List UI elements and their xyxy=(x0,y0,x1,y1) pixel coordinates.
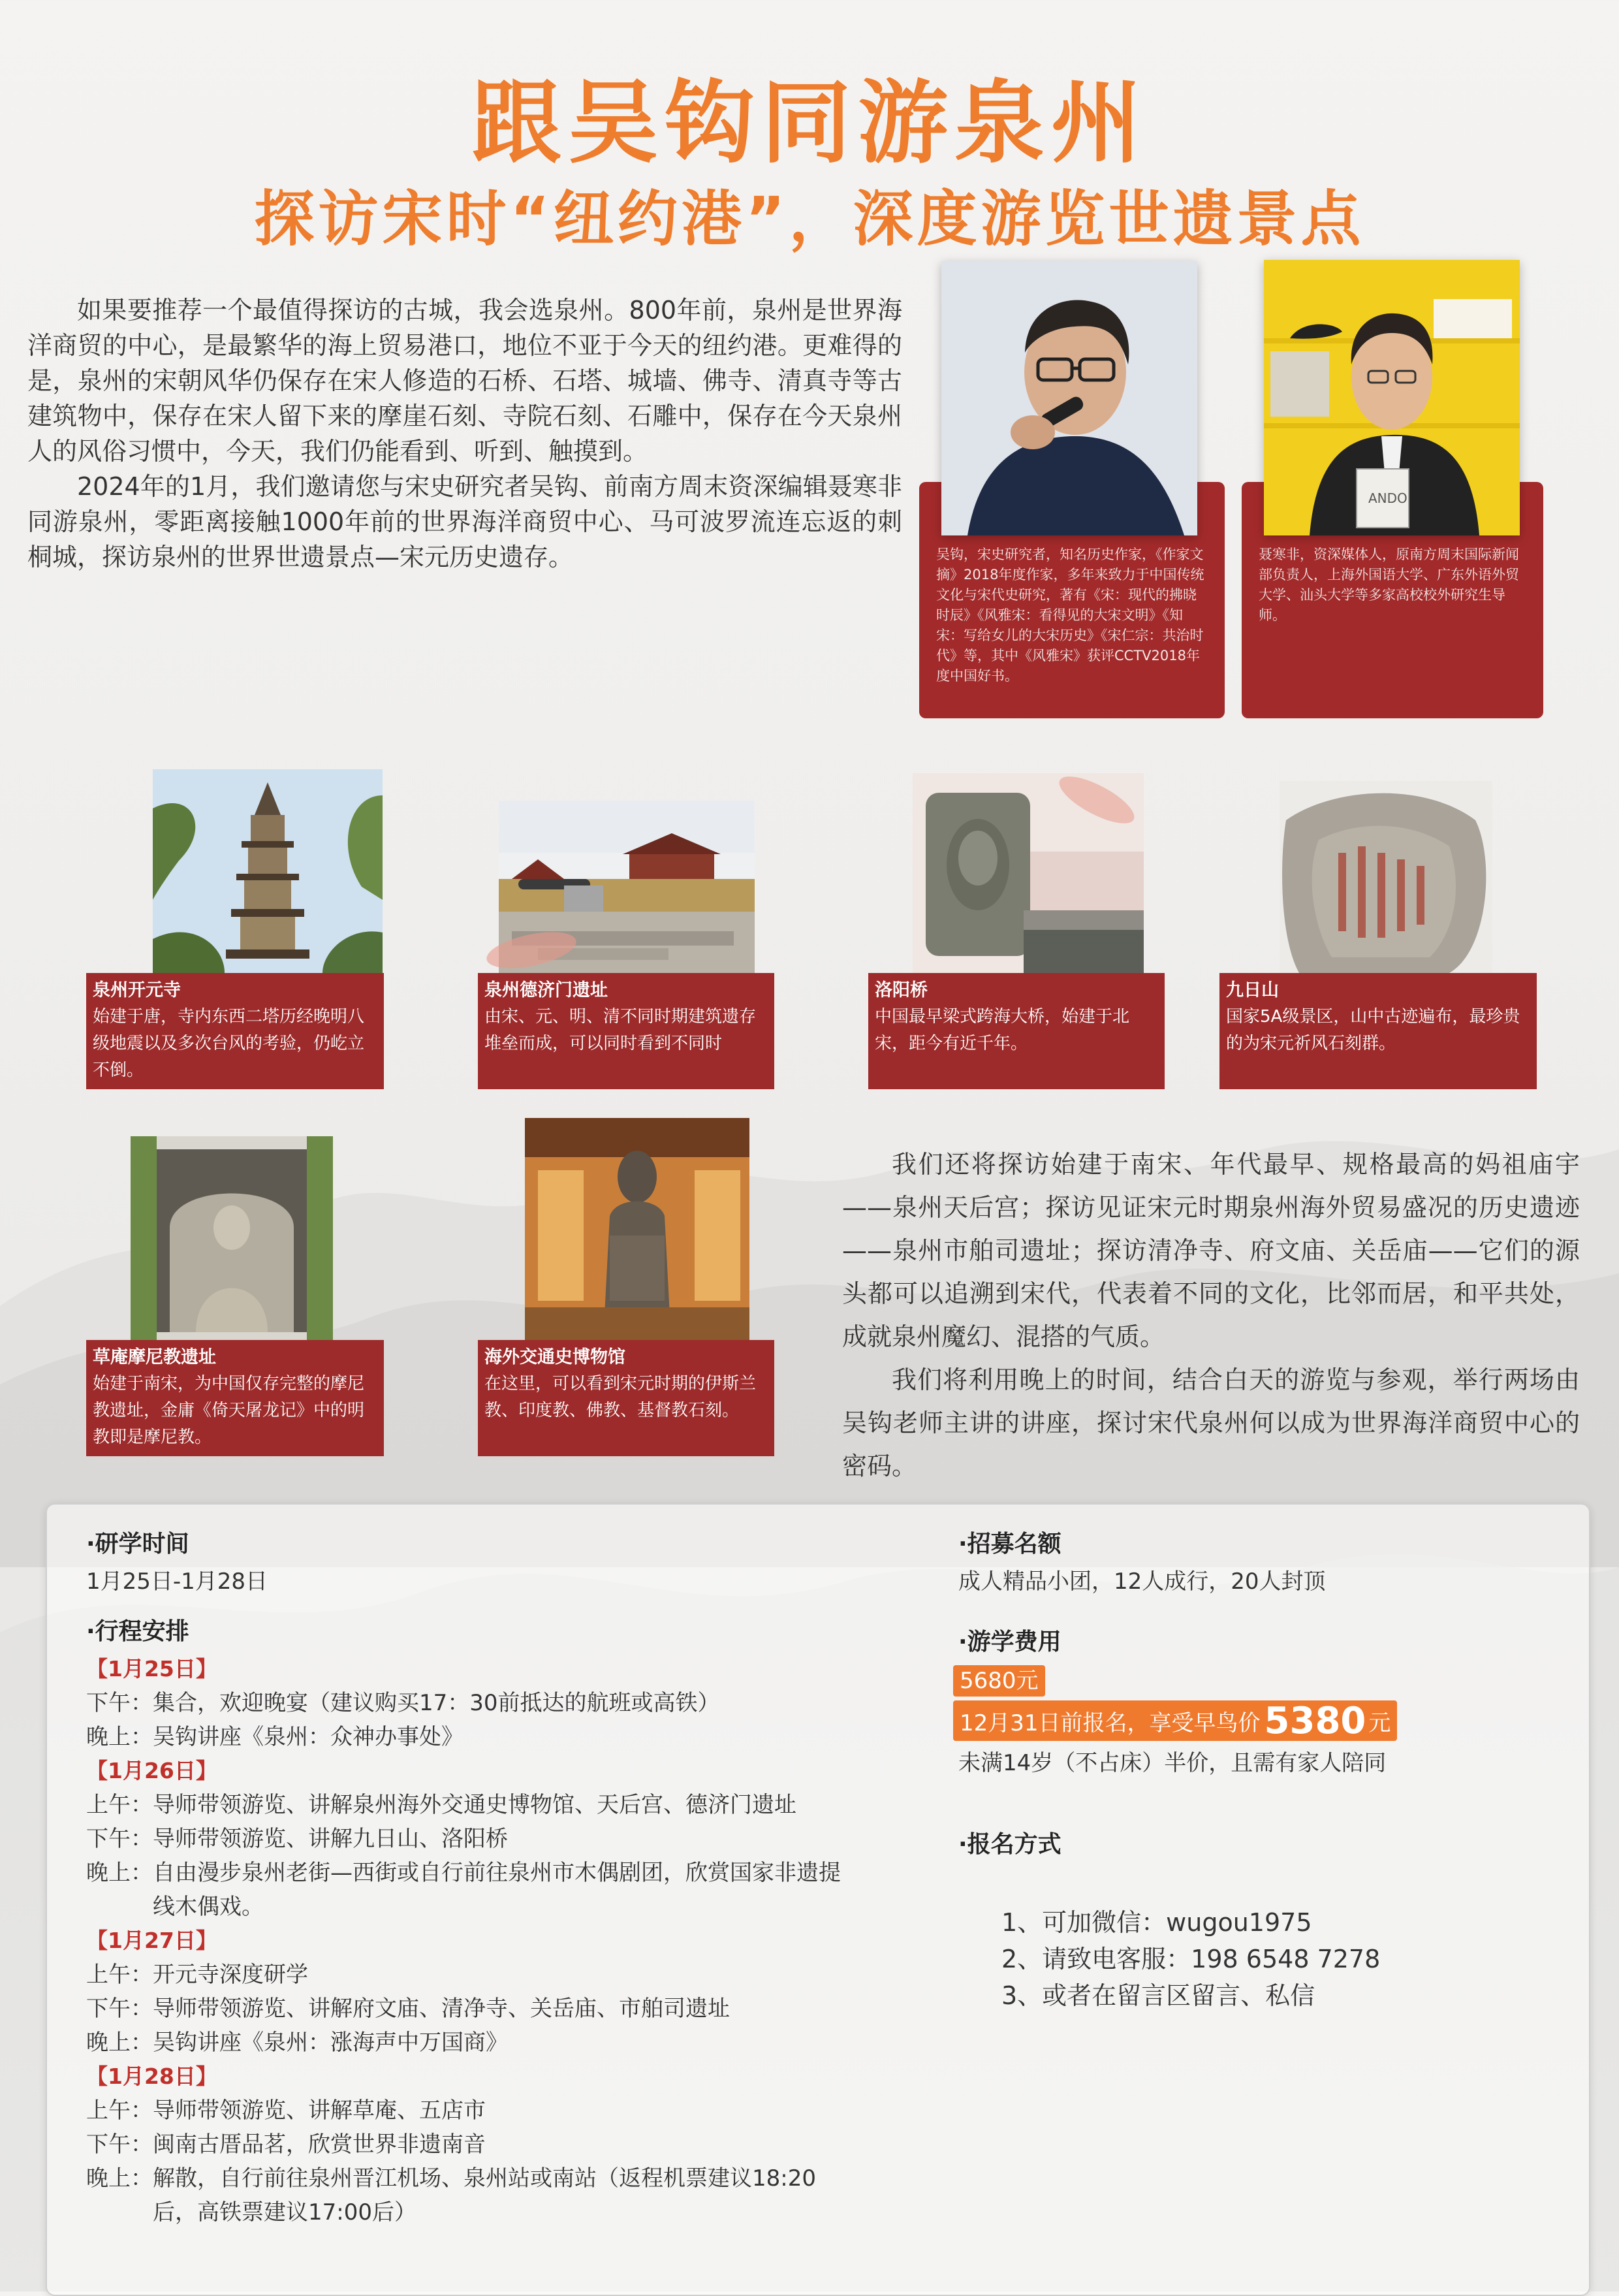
site-desc: 始建于唐，寺内东西二塔历经晚明八级地震以及多次台风的考验，仍屹立不倒。 xyxy=(93,1007,365,1080)
site-name: 泉州开元寺 xyxy=(93,980,181,1000)
signup-label: ·报名方式 xyxy=(958,1831,1061,1858)
signup-message: 3、或者在留言区留言、私信 xyxy=(1001,1981,1315,2010)
schedule-item xyxy=(86,1992,896,2026)
schedule-label: ·行程安排 xyxy=(86,1618,189,1645)
item-desc: 闽南古厝品茗，欣赏世界非遗南音 xyxy=(153,2131,486,2158)
site-name: 草庵摩尼教遗址 xyxy=(93,1347,216,1367)
schedule-item xyxy=(86,1788,896,1822)
site-desc: 中国最早梁式跨海大桥，始建于北宋，距今有近千年。 xyxy=(875,1007,1130,1053)
site-card-jiurishan xyxy=(1219,973,1537,1089)
time-label: ·研学时间 xyxy=(86,1531,189,1557)
day-date: 【1月27日】 xyxy=(86,1928,217,1953)
item-time: 下午： xyxy=(86,2131,153,2158)
more-paragraph: 我们将利用晚上的时间，结合白天的游览与参观，举行两场由吴钩老师主讲的讲座，探讨宋代泉州何以成为世界海洋商贸中心的密码。 xyxy=(842,1365,1580,1480)
site-desc: 始建于南宋，为中国仅存完整的摩尼教遗址，金庸《倚天屠龙记》中的明教即是摩尼教。 xyxy=(93,1374,365,1447)
item-desc: 吴钩讲座《泉州：众神办事处》 xyxy=(153,1724,464,1750)
site-name: 海外交通史博物馆 xyxy=(484,1347,625,1367)
day-date: 【1月28日】 xyxy=(86,2064,217,2089)
item-time: 晚上： xyxy=(86,1860,153,1886)
petal-decoration xyxy=(479,921,584,980)
portrait-wugou xyxy=(941,261,1197,535)
quota-label: ·招募名额 xyxy=(958,1531,1061,1557)
child-price-note: 未满14岁（不占床）半价，且需有家人陪同 xyxy=(958,1750,1387,1776)
intro-paragraph: 如果要推荐一个最值得探访的古城，我会选泉州。800年前，泉州是世界海洋商贸的中心，是最繁华的海上贸易港口，地位不亚于今天的纽约港。更难得的是，泉州的宋朝风华仍保存在宋人修造的石桥、石塔、城墙、佛寺、清真寺等古建筑物中，保存在宋人留下来的摩崖石刻、寺院石刻、石雕中，保存在今天泉州人的风俗习惯中，今天，我们仍能看到、听到、触摸到。 xyxy=(27,296,902,466)
signup-list xyxy=(1001,1904,1380,2014)
time-value: 1月25日-1月28日 xyxy=(86,1569,268,1595)
site-desc: 由宋、元、明、清不同时期建筑遗存堆垒而成，可以同时看到不同时 xyxy=(484,1007,757,1053)
site-name: 九日山 xyxy=(1226,980,1279,1000)
item-desc: 开元寺深度研学 xyxy=(153,1962,308,1988)
item-time: 下午： xyxy=(86,1690,153,1716)
schedule-day xyxy=(86,1652,896,1754)
schedule-list xyxy=(86,1652,896,2229)
schedule-item xyxy=(86,2128,896,2161)
item-time: 上午： xyxy=(86,2097,153,2124)
day-date: 【1月26日】 xyxy=(86,1758,217,1783)
schedule-item xyxy=(86,2026,896,2060)
intro-paragraph: 2024年的1月，我们邀请您与宋史研究者吴钩、前南方周末资深编辑聂寒非同游泉州，零距离接触1000年前的世界海洋商贸中心、马可波罗流连忘返的刺桐城，探访泉州的世界世遗景点—宋元历史遗存。 xyxy=(27,472,902,571)
item-desc: 导师带领游览、讲解泉州海外交通史博物馆、天后宫、德济门遗址 xyxy=(153,1792,796,1818)
schedule-item xyxy=(86,1822,896,1856)
schedule-item xyxy=(86,1686,896,1720)
schedule-item xyxy=(86,2094,896,2128)
item-time: 下午： xyxy=(86,1996,153,2022)
site-image-kaiyuan xyxy=(153,769,383,973)
portrait-niehanfei xyxy=(1264,260,1520,535)
signup-wechat: 1、可加微信：wugou1975 xyxy=(1001,1908,1312,1937)
more-text xyxy=(842,1143,1580,1488)
site-image-jiurishan xyxy=(1280,781,1492,973)
site-card-museum xyxy=(478,1340,774,1456)
item-time: 上午： xyxy=(86,1792,153,1818)
item-time: 下午： xyxy=(86,1826,153,1852)
site-card-caoan xyxy=(86,1340,384,1456)
item-desc: 导师带领游览、讲解府文庙、清净寺、关岳庙、市舶司遗址 xyxy=(153,1996,730,2022)
fee-price-badge: 5680元 xyxy=(953,1665,1045,1697)
early-bird-price: 5380 xyxy=(1264,1699,1366,1742)
item-desc: 自由漫步泉州老街—西街或自行前往泉州市木偶剧团，欣赏国家非遗提线木偶戏。 xyxy=(153,1860,841,1920)
schedule-item xyxy=(86,1958,896,1992)
item-desc: 解散，自行前往泉州晋江机场、泉州站或南站（返程机票建议18:20后，高铁票建议17:00后） xyxy=(153,2165,816,2225)
item-desc: 导师带领游览、讲解九日山、洛阳桥 xyxy=(153,1826,508,1852)
site-card-dejimen xyxy=(478,973,774,1089)
bio-text: 吴钩，宋史研究者，知名历史作家，《作家文摘》2018年度作家，多年来致力于中国传统文化与宋代史研究，著有《宋：现代的拂晓时辰》《风雅宋：看得见的大宋文明》《知宋：写给女儿的大宋历史》《宋仁宗：共治时代》等，其中《风雅宋》获评CCTV2018年度中国好书。 xyxy=(936,547,1204,684)
schedule-day xyxy=(86,1924,896,2060)
day-date: 【1月25日】 xyxy=(86,1656,217,1682)
site-desc: 国家5A级景区，山中古迹遍布，最珍贵的为宋元祈风石刻群。 xyxy=(1226,1007,1520,1053)
schedule-day xyxy=(86,1754,896,1924)
petal-decoration xyxy=(1045,764,1149,836)
bio-text: 聂寒非，资深媒体人，原南方周末国际新闻部负责人，上海外国语大学、广东外语外贸大学、汕头大学等多家高校校外研究生导师。 xyxy=(1259,547,1519,623)
item-time: 晚上： xyxy=(86,1724,153,1750)
schedule-item xyxy=(86,1720,896,1754)
item-time: 上午： xyxy=(86,1962,153,1988)
item-desc: 集合，欢迎晚宴（建议购买17：30前抵达的航班或高铁） xyxy=(153,1690,720,1716)
site-card-luoyang xyxy=(868,973,1165,1089)
signup-phone: 2、请致电客服：198 6548 7278 xyxy=(1001,1945,1381,1973)
site-image-museum xyxy=(525,1118,749,1340)
page-title: 跟吴钩同游泉州 xyxy=(471,71,1148,176)
fee-label: ·游学费用 xyxy=(958,1629,1061,1655)
early-bird-text: 12月31日前报名，享受早鸟价 xyxy=(960,1710,1261,1736)
intro-text xyxy=(27,293,902,575)
early-bird-unit: 元 xyxy=(1368,1710,1391,1736)
item-desc: 吴钩讲座《泉州：涨海声中万国商》 xyxy=(153,2030,508,2056)
item-time: 晚上： xyxy=(86,2030,153,2056)
page-subtitle: 探访宋时“纽约港”，深度游览世遗景点 xyxy=(254,184,1365,254)
quota-value: 成人精品小团，12人成行，20人封顶 xyxy=(958,1569,1326,1595)
item-time: 晚上： xyxy=(86,2165,153,2192)
schedule-item xyxy=(86,1856,896,1924)
site-name: 泉州德济门遗址 xyxy=(484,980,608,1000)
site-image-caoan xyxy=(131,1136,333,1340)
schedule-day xyxy=(86,2060,896,2229)
item-desc: 导师带领游览、讲解草庵、五店市 xyxy=(153,2097,486,2124)
site-card-kaiyuan xyxy=(86,973,384,1089)
more-paragraph: 我们还将探访始建于南宋、年代最早、规格最高的妈祖庙宇——泉州天后宫；探访见证宋元时期泉州海外贸易盛况的历史遗迹——泉州市舶司遗址；探访清净寺、府文庙、关岳庙——它们的源头都可以追溯到宋代，代表着不同的文化，比邻而居，和平共处，成就泉州魔幻、混搭的气质。 xyxy=(842,1150,1580,1351)
book-label: ANDO xyxy=(1368,490,1407,506)
site-desc: 在这里，可以看到宋元时期的伊斯兰教、印度教、佛教、基督教石刻。 xyxy=(484,1374,757,1420)
schedule-item xyxy=(86,2161,896,2229)
early-bird-badge xyxy=(953,1700,1397,1741)
site-name: 洛阳桥 xyxy=(875,980,928,1000)
